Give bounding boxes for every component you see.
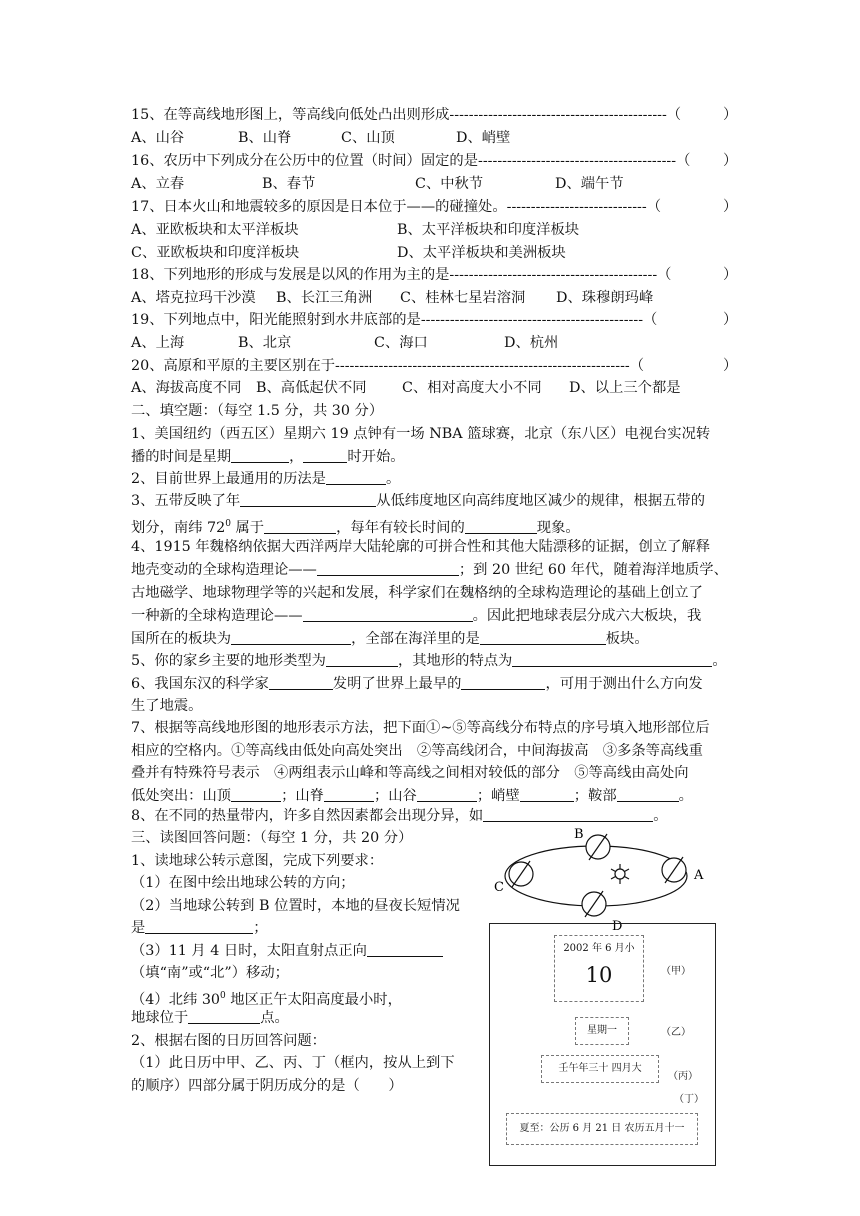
- answer-blank[interactable]: [303, 447, 347, 463]
- fill-q6-line1: 6、我国东汉的科学家 发明了世界上最早的 ，可用于测出什么方向发: [131, 676, 703, 692]
- calendar-day: 10: [585, 963, 613, 987]
- answer-blank[interactable]: [145, 918, 253, 934]
- answer-blank[interactable]: [483, 806, 653, 822]
- answer-bracket: ）: [723, 267, 738, 283]
- answer-bracket: ）: [723, 312, 738, 328]
- answer-blank[interactable]: [326, 651, 398, 667]
- earth-b: [586, 834, 610, 860]
- option-d: D、峭壁: [456, 130, 511, 146]
- fill-q4-line1: 4、1915 年魏格纳依据大西洋两岸大陆轮廓的可拼合性和其他大陆漂移的证据，创立了解释: [131, 539, 711, 555]
- answer-blank[interactable]: [317, 560, 459, 576]
- fill-q1-line2: 播的时间是星期 ， 时开始。: [131, 449, 405, 465]
- tag-jia: （甲）: [661, 966, 691, 977]
- answer-blank[interactable]: [326, 469, 386, 485]
- figure-q2-1-line1: （1）此日历中甲、乙、丙、丁（框内，按从上到下: [131, 1055, 455, 1071]
- option-b: B、北京: [238, 335, 292, 351]
- figure-q1-2-line1: （2）当地球公转到 B 位置时，本地的昼夜长短情况: [131, 898, 460, 914]
- answer-blank[interactable]: [269, 674, 333, 690]
- option-c: C、桂林七星岩溶洞: [400, 290, 526, 306]
- option-a: A、上海: [131, 335, 185, 351]
- answer-blank[interactable]: [520, 786, 574, 802]
- fill-q2: 2、目前世界上最通用的历法是 。: [131, 471, 401, 487]
- answer-blank[interactable]: [231, 629, 351, 645]
- label-c: C: [494, 880, 504, 895]
- question-stem: 18、下列地形的形成与发展是以风的作用为主的是-------------------------------------------（: [131, 267, 672, 283]
- option-d: D、以上三个都是: [569, 380, 681, 396]
- figure-q1-2-line2: 是 ；: [131, 920, 268, 936]
- option-a: A、塔克拉玛干沙漠: [131, 290, 256, 306]
- question-stem: 15、在等高线地形图上，等高线向低处凸出则形成---------------------------------------------（: [131, 107, 682, 123]
- option-d: D、太平洋板块和美洲板块: [397, 245, 566, 261]
- calendar-lunar: 壬午年三十 四月大: [541, 1055, 659, 1083]
- earth-orbit-diagram[interactable]: [490, 826, 720, 934]
- tag-ding: （丁）: [674, 1094, 704, 1105]
- figure-q1-4-line2: 地球位于 点。: [131, 1010, 289, 1026]
- option-c: C、海口: [374, 335, 428, 351]
- tag-bing: （丙）: [668, 1071, 698, 1082]
- option-d: D、杭州: [504, 335, 559, 351]
- answer-blank[interactable]: [231, 447, 289, 463]
- figure-q2-1-line2: 的顺序）四部分属于阴历成分的是（ ）: [131, 1078, 403, 1094]
- fill-q4-line5: 国所在的板块为 ，全部在海洋里的是 板块。: [131, 631, 649, 647]
- figure-q2: 2、根据右图的日历回答问题：: [131, 1033, 326, 1049]
- answer-blank[interactable]: [512, 651, 712, 667]
- label-d: D: [612, 919, 623, 934]
- label-a: A: [694, 868, 704, 883]
- option-c: C、山顶: [341, 130, 395, 146]
- option-b: B、春节: [262, 176, 316, 192]
- question-stem: 17、日本火山和地震较多的原因是日本位于——的碰撞处。-----------------------------（: [131, 199, 662, 215]
- answer-blank[interactable]: [303, 606, 473, 622]
- answer-bracket: ）: [723, 358, 738, 374]
- figure-q1-1: （1）在图中绘出地球公转的方向；: [131, 875, 355, 891]
- option-c: C、中秋节: [415, 176, 484, 192]
- option-d: D、珠穆朗玛峰: [556, 290, 654, 306]
- fill-q5: 5、你的家乡主要的地形类型为 ，其地形的特点为 。: [131, 653, 727, 669]
- answer-blank[interactable]: [617, 786, 679, 802]
- option-d: D、端午节: [555, 176, 624, 192]
- answer-blank[interactable]: [188, 1008, 260, 1024]
- question-stem: 19、下列地点中，阳光能照射到水井底部的是----------------------------------------------（: [131, 312, 658, 328]
- option-b: B、高低起伏不同: [256, 380, 367, 396]
- answer-bracket: ）: [723, 107, 738, 123]
- answer-blank[interactable]: [231, 786, 281, 802]
- fill-q7-line1: 7、根据等高线地形图的地形表示方法，把下面①~⑤等高线分布特点的序号填入地形部位后: [131, 720, 710, 736]
- option-a: A、亚欧板块和太平洋板块: [131, 222, 299, 238]
- calendar-weekday: 星期一: [575, 1017, 629, 1045]
- fill-q4-line2: 地壳变动的全球构造理论—— ；到 20 世纪 60 年代，随着海洋地质学、: [131, 562, 728, 578]
- answer-bracket: ）: [723, 153, 738, 169]
- fill-q8: 8、在不同的热量带内，许多自然因素都会出现分异，如 。: [131, 808, 668, 824]
- figure-q1-3-line2: （填“南”或“北”）移动；: [131, 965, 289, 981]
- option-a: A、山谷: [131, 130, 185, 146]
- tag-yi: （乙）: [661, 1027, 691, 1038]
- answer-blank[interactable]: [480, 629, 606, 645]
- question-stem: 20、高原和平原的主要区别在于-------------------------------------------------------------（: [131, 358, 645, 374]
- figure-q1: 1、读地球公转示意图，完成下列要求：: [131, 853, 384, 869]
- calendar-month: 2002 年 6 月小: [563, 943, 635, 954]
- option-b: B、太平洋板块和印度洋板块: [397, 222, 580, 238]
- earth-a: [662, 857, 686, 883]
- option-b: B、山脊: [238, 130, 292, 146]
- option-c: C、亚欧板块和印度洋板块: [131, 245, 300, 261]
- earth-c: [509, 861, 533, 887]
- option-a: A、海拔高度不同: [131, 380, 242, 396]
- fill-q7-line3: 叠并有特殊符号表示 ④两组表示山峰和等高线之间相对较低的部分 ⑤等高线由高处向: [131, 765, 689, 781]
- figure-q1-3-line1: （3）11 月 4 日时，太阳直射点正向: [131, 941, 443, 961]
- answer-blank[interactable]: [417, 786, 477, 802]
- calendar-date-box: [554, 935, 644, 1002]
- fill-q4-line3: 古地磁学、地球物理学等的兴起和发展，科学家们在魏格纳的全球构造理论的基础上创立了: [131, 585, 703, 601]
- figure-q1-4-line1: （4）北纬 $30^0$ 地区正午太阳高度最小时，: [131, 991, 402, 1008]
- fill-q3-line1: 3、五带反映了年 从低纬度地区向高纬度地区减少的规律，根据五带的: [131, 493, 706, 509]
- answer-blank[interactable]: [240, 491, 376, 507]
- section-2-title: 二、填空题：（每空 1.5 分，共 30 分）: [131, 403, 384, 419]
- question-stem: 16、农历中下列成分在公历中的位置（时间）固定的是-----------------------------------------（: [131, 153, 691, 169]
- sun-icon: [611, 864, 629, 884]
- earth-d: [582, 891, 606, 917]
- answer-blank[interactable]: [461, 674, 545, 690]
- answer-blank[interactable]: [324, 786, 374, 802]
- answer-bracket: ）: [723, 199, 738, 215]
- answer-blank[interactable]: [264, 518, 336, 534]
- label-b: B: [574, 827, 584, 842]
- option-b: B、长江三角洲: [276, 290, 373, 306]
- fill-q3-line2: 划分，南纬 $72^0$ 属于 ，每年有较长时间的 现象。: [131, 519, 580, 536]
- fill-q7-line2: 相应的空格内。①等高线由低处向高处突出 ②等高线闭合，中间海拔高 ③多条等高线重: [131, 743, 703, 759]
- option-c: C、相对高度大小不同: [402, 380, 542, 396]
- fill-q7-line4: 低处突出：山顶 ；山脊 ；山谷 ；峭壁 ；鞍部 。: [131, 788, 693, 804]
- calendar-figure: [489, 923, 716, 1166]
- answer-blank[interactable]: [465, 518, 537, 534]
- fill-q6-line2: 生了地震。: [131, 698, 203, 714]
- calendar-note: 夏至：公历 6 月 21 日 农历五月十一: [506, 1113, 698, 1145]
- fill-q4-line4: 一种新的全球构造理论—— 。因此把地球表层分成六大板块，我: [131, 608, 702, 624]
- section-3-title: 三、读图回答问题：（每空 1 分，共 20 分）: [131, 830, 413, 846]
- option-a: A、立春: [131, 176, 185, 192]
- answer-blank[interactable]: [367, 941, 443, 957]
- fill-q1-line1: 1、美国纽约（西五区）星期六 19 点钟有一场 NBA 篮球赛，北京（东八区）电视台实况转: [131, 426, 711, 442]
